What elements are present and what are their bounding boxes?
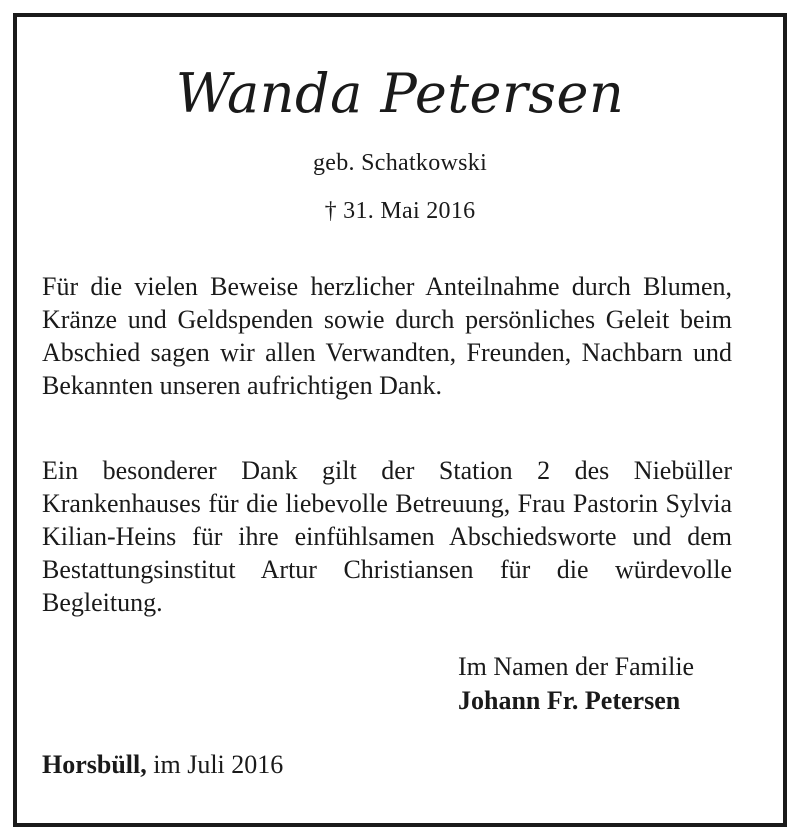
place-name: Horsbüll,: [42, 750, 147, 779]
birth-name: geb. Schatkowski: [312, 150, 488, 176]
thanks-paragraph: Für die vielen Beweise herzlicher Anteilnahme durch Blumen, Kränze und Geldspenden sowie durch persönliches Geleit beim Abschied sagen wir allen Verwandten, Freunden, Nachbarn und Bekannten unseren aufrichtigen Dank.: [42, 272, 732, 400]
special-thanks-paragraph: Ein besonderer Dank gilt der Station 2 des Niebüller Krankenhauses für die liebevolle Betreuung, Frau Pastorin Sylvia Kilian-Heins für ihre einfühlsamen Abschiedsworte und dem Bestattungsinstitut Artur Christiansen für die würdevolle Begleitung.: [42, 456, 732, 617]
signature-name: Johann Fr. Petersen: [458, 686, 681, 715]
notice-date: im Juli 2016: [153, 750, 284, 779]
deceased-name: Wanda Petersen: [175, 62, 625, 125]
signature-intro: Im Namen der Familie: [458, 652, 695, 681]
place-date-line: [42, 748, 283, 782]
death-date: † 31. Mai 2016: [324, 198, 476, 224]
